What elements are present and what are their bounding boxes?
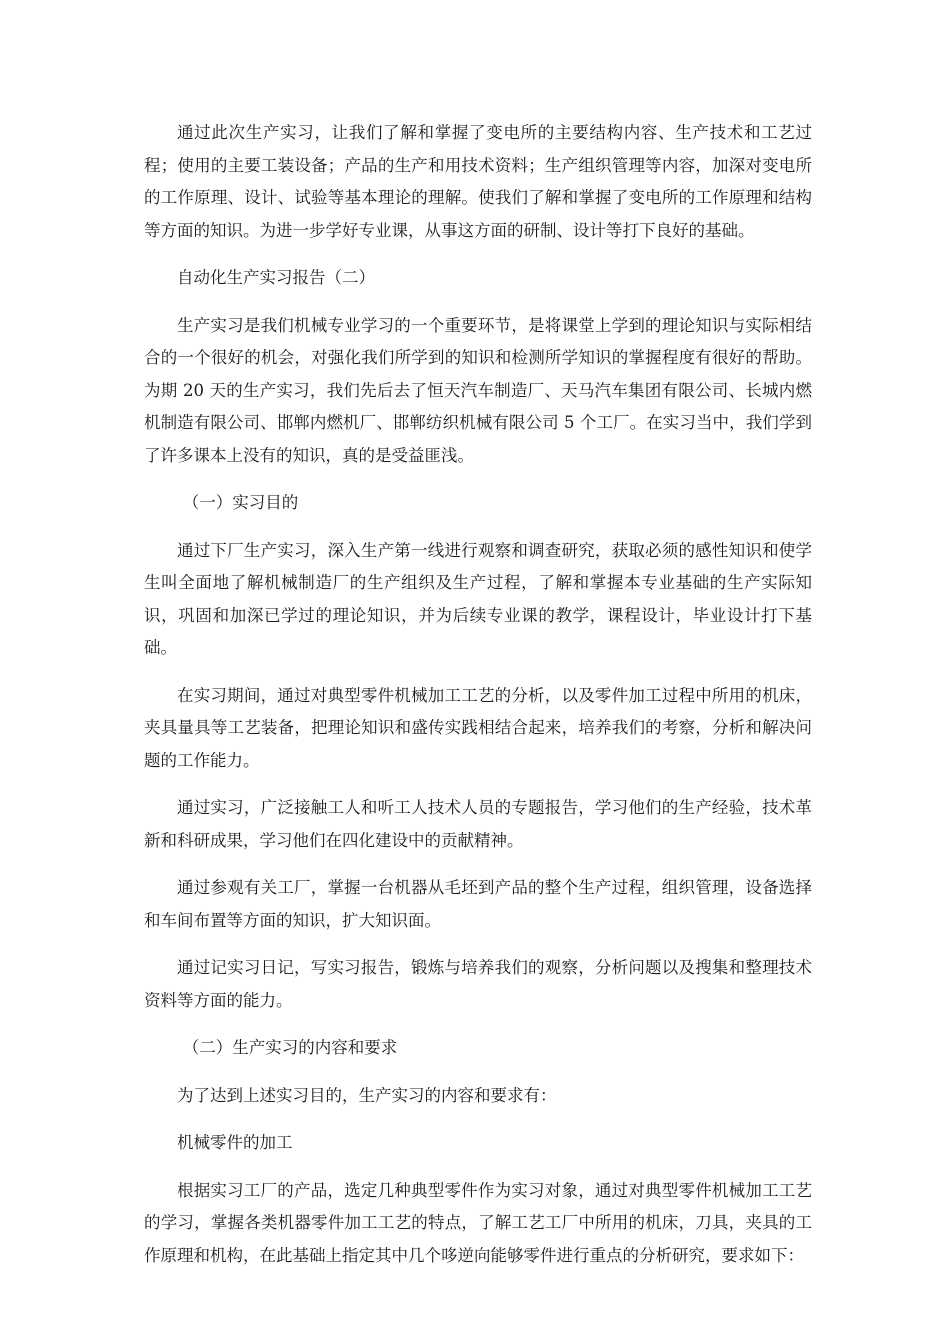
paragraph-purpose-2: 在实习期间，通过对典型零件机械加工工艺的分析，以及零件加工过程中所用的机床，夹具量具等工艺装备，把理论知识和盛传实践相结合起来，培养我们的考察，分析和解决问题的工作能力。 [144,685,812,770]
subsection-heading-parts-machining: 机械零件的加工 [177,1133,293,1152]
paragraph-purpose-3: 通过实习，广泛接触工人和听工人技术人员的专题报告，学习他们的生产经验，技术革新和科研成果，学习他们在四化建设中的贡献精神。 [144,798,812,850]
document-page [144,117,812,1287]
paragraph-purpose-1: 通过下厂生产实习，深入生产第一线进行观察和调查研究，获取必须的感性知识和使学生叫全面地了解机械制造厂的生产组织及生产过程，了解和掌握本专业基础的生产实际知识，巩固和加深已学过的理论知识，并为后续专业课的教学，课程设计，毕业设计打下基础。 [144,540,812,657]
paragraph-purpose-4: 通过参观有关工厂，掌握一台机器从毛坯到产品的整个生产过程，组织管理，设备选择和车间布置等方面的知识，扩大知识面。 [144,878,812,930]
section-heading-purpose: （一）实习目的 [182,493,299,512]
paragraph-parts-machining: 根据实习工厂的产品，选定几种典型零件作为实习对象，通过对典型零件机械加工工艺的学习，掌握各类机器零件加工工艺的特点，了解工艺工厂中所用的机床，刀具，夹具的工作原理和机构，在此基础上指定其中几个哆逆向能够零件进行重点的分析研究，要求如下： [144,1180,812,1265]
paragraph-content-intro: 为了达到上述实习目的，生产实习的内容和要求有： [177,1085,557,1105]
section-title-report-2: 自动化生产实习报告（二） [177,268,375,287]
paragraph-purpose-5: 通过记实习日记，写实习报告，锻炼与培养我们的观察，分析问题以及搜集和整理技术资料等方面的能力。 [144,958,812,1010]
section-heading-content: （二）生产实习的内容和要求 [182,1038,398,1057]
paragraph-internship-intro: 生产实习是我们机械专业学习的一个重要环节，是将课堂上学到的理论知识与实际相结合的一个很好的机会，对强化我们所学到的知识和检测所学知识的掌握程度有很好的帮助。为期 20 天的生产实习，我们先后去了恒天汽车制造厂、天马汽车集团有限公司、长城内燃机制造有限公司、邯郸内燃机厂、邯郸纺织机械有限公司 5 个工厂。在实习当中，我们学到了许多课本上没有的知识，真的是受益匪浅。 [144,315,812,465]
paragraph-substation-summary: 通过此次生产实习，让我们了解和掌握了变电所的主要结构内容、生产技术和工艺过程；使用的主要工装设备；产品的生产和用技术资料；生产组织管理等内容，加深对变电所的工作原理、设计、试验等基本理论的理解。使我们了解和掌握了变电所的工作原理和结构等方面的知识。为进一步学好专业课，从事这方面的研制、设计等打下良好的基础。 [144,123,812,240]
